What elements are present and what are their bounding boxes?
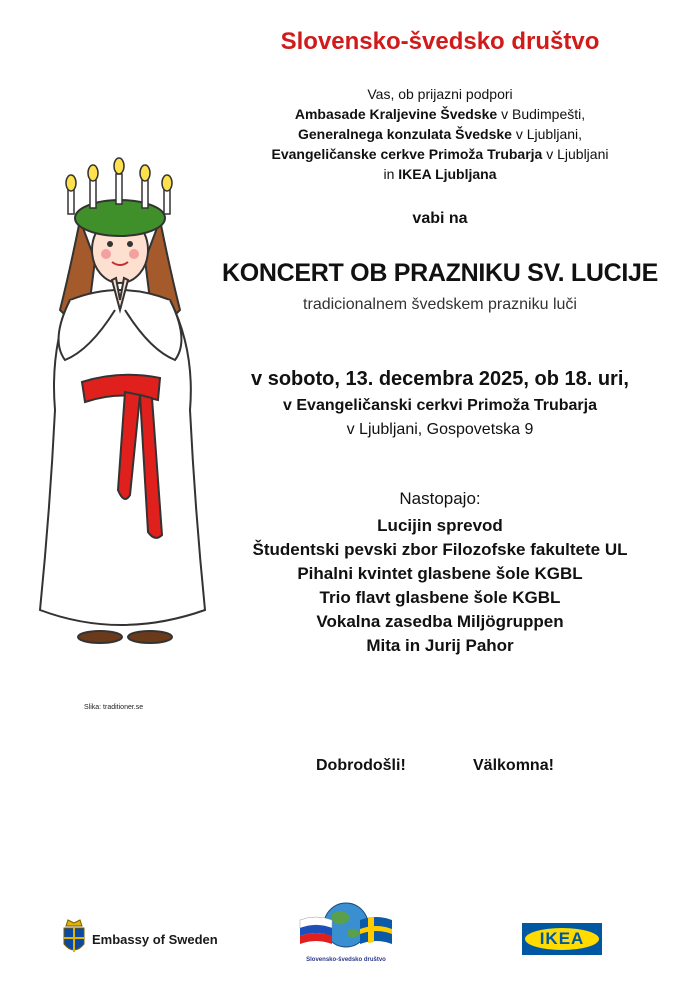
performer-item: Pihalni kvintet glasbene šole KGBL [297,564,583,583]
lucia-illustration [30,150,210,650]
performer-item: Mita in Jurij Pahor [366,636,514,655]
support-line-church: Evangeličanske cerkve Primoža Trubarja v Ljubljani [271,146,609,162]
society-logo-text: Slovensko-švedsko društvo [306,957,386,963]
embassy-crest-icon [60,918,88,958]
invite-text: vabi na [412,210,468,227]
concert-subtitle: tradicionalnem švedskem prazniku luči [303,296,577,313]
performers-heading: Nastopajo: [399,489,481,508]
ikea-logo-oval [525,928,599,950]
support-line-ikea: in IKEA Ljubljana [383,166,497,182]
support-intro: Vas, ob prijazni podpori [367,86,513,102]
performer-item: Vokalna zasedba Miljögruppen [316,612,564,631]
performer-item: Študentski pevski zbor Filozofske fakultete UL [252,540,628,559]
welcome-swedish: Välkomna! [473,757,554,774]
society-logo [296,898,396,956]
organizer-title: Slovensko-švedsko društvo [280,28,600,55]
support-line-embassy: Ambasade Kraljevine Švedske v Budimpešti, [294,106,586,122]
event-address: v Ljubljani, Gospovetska 9 [346,421,534,438]
performer-item: Lucijin sprevod [377,516,503,535]
support-line-consulate: Generalnega konzulata Švedske v Ljubljani, [297,126,583,142]
concert-title: KONCERT OB PRAZNIKU SV. LUCIJE [222,259,658,287]
image-credit: Slika: traditioner.se [84,704,144,711]
performer-item: Trio flavt glasbene šole KGBL [319,588,561,607]
event-date: v soboto, 13. decembra 2025, ob 18. uri, [251,368,629,390]
welcome-slovenian: Dobrodošli! [316,757,406,774]
ikea-logo [522,923,602,955]
event-venue: v Evangeličanski cerkvi Primoža Trubarja [283,397,597,414]
ikea-logo-text: IKEA [539,929,585,948]
embassy-logo-text: Embassy of Sweden [92,932,218,947]
